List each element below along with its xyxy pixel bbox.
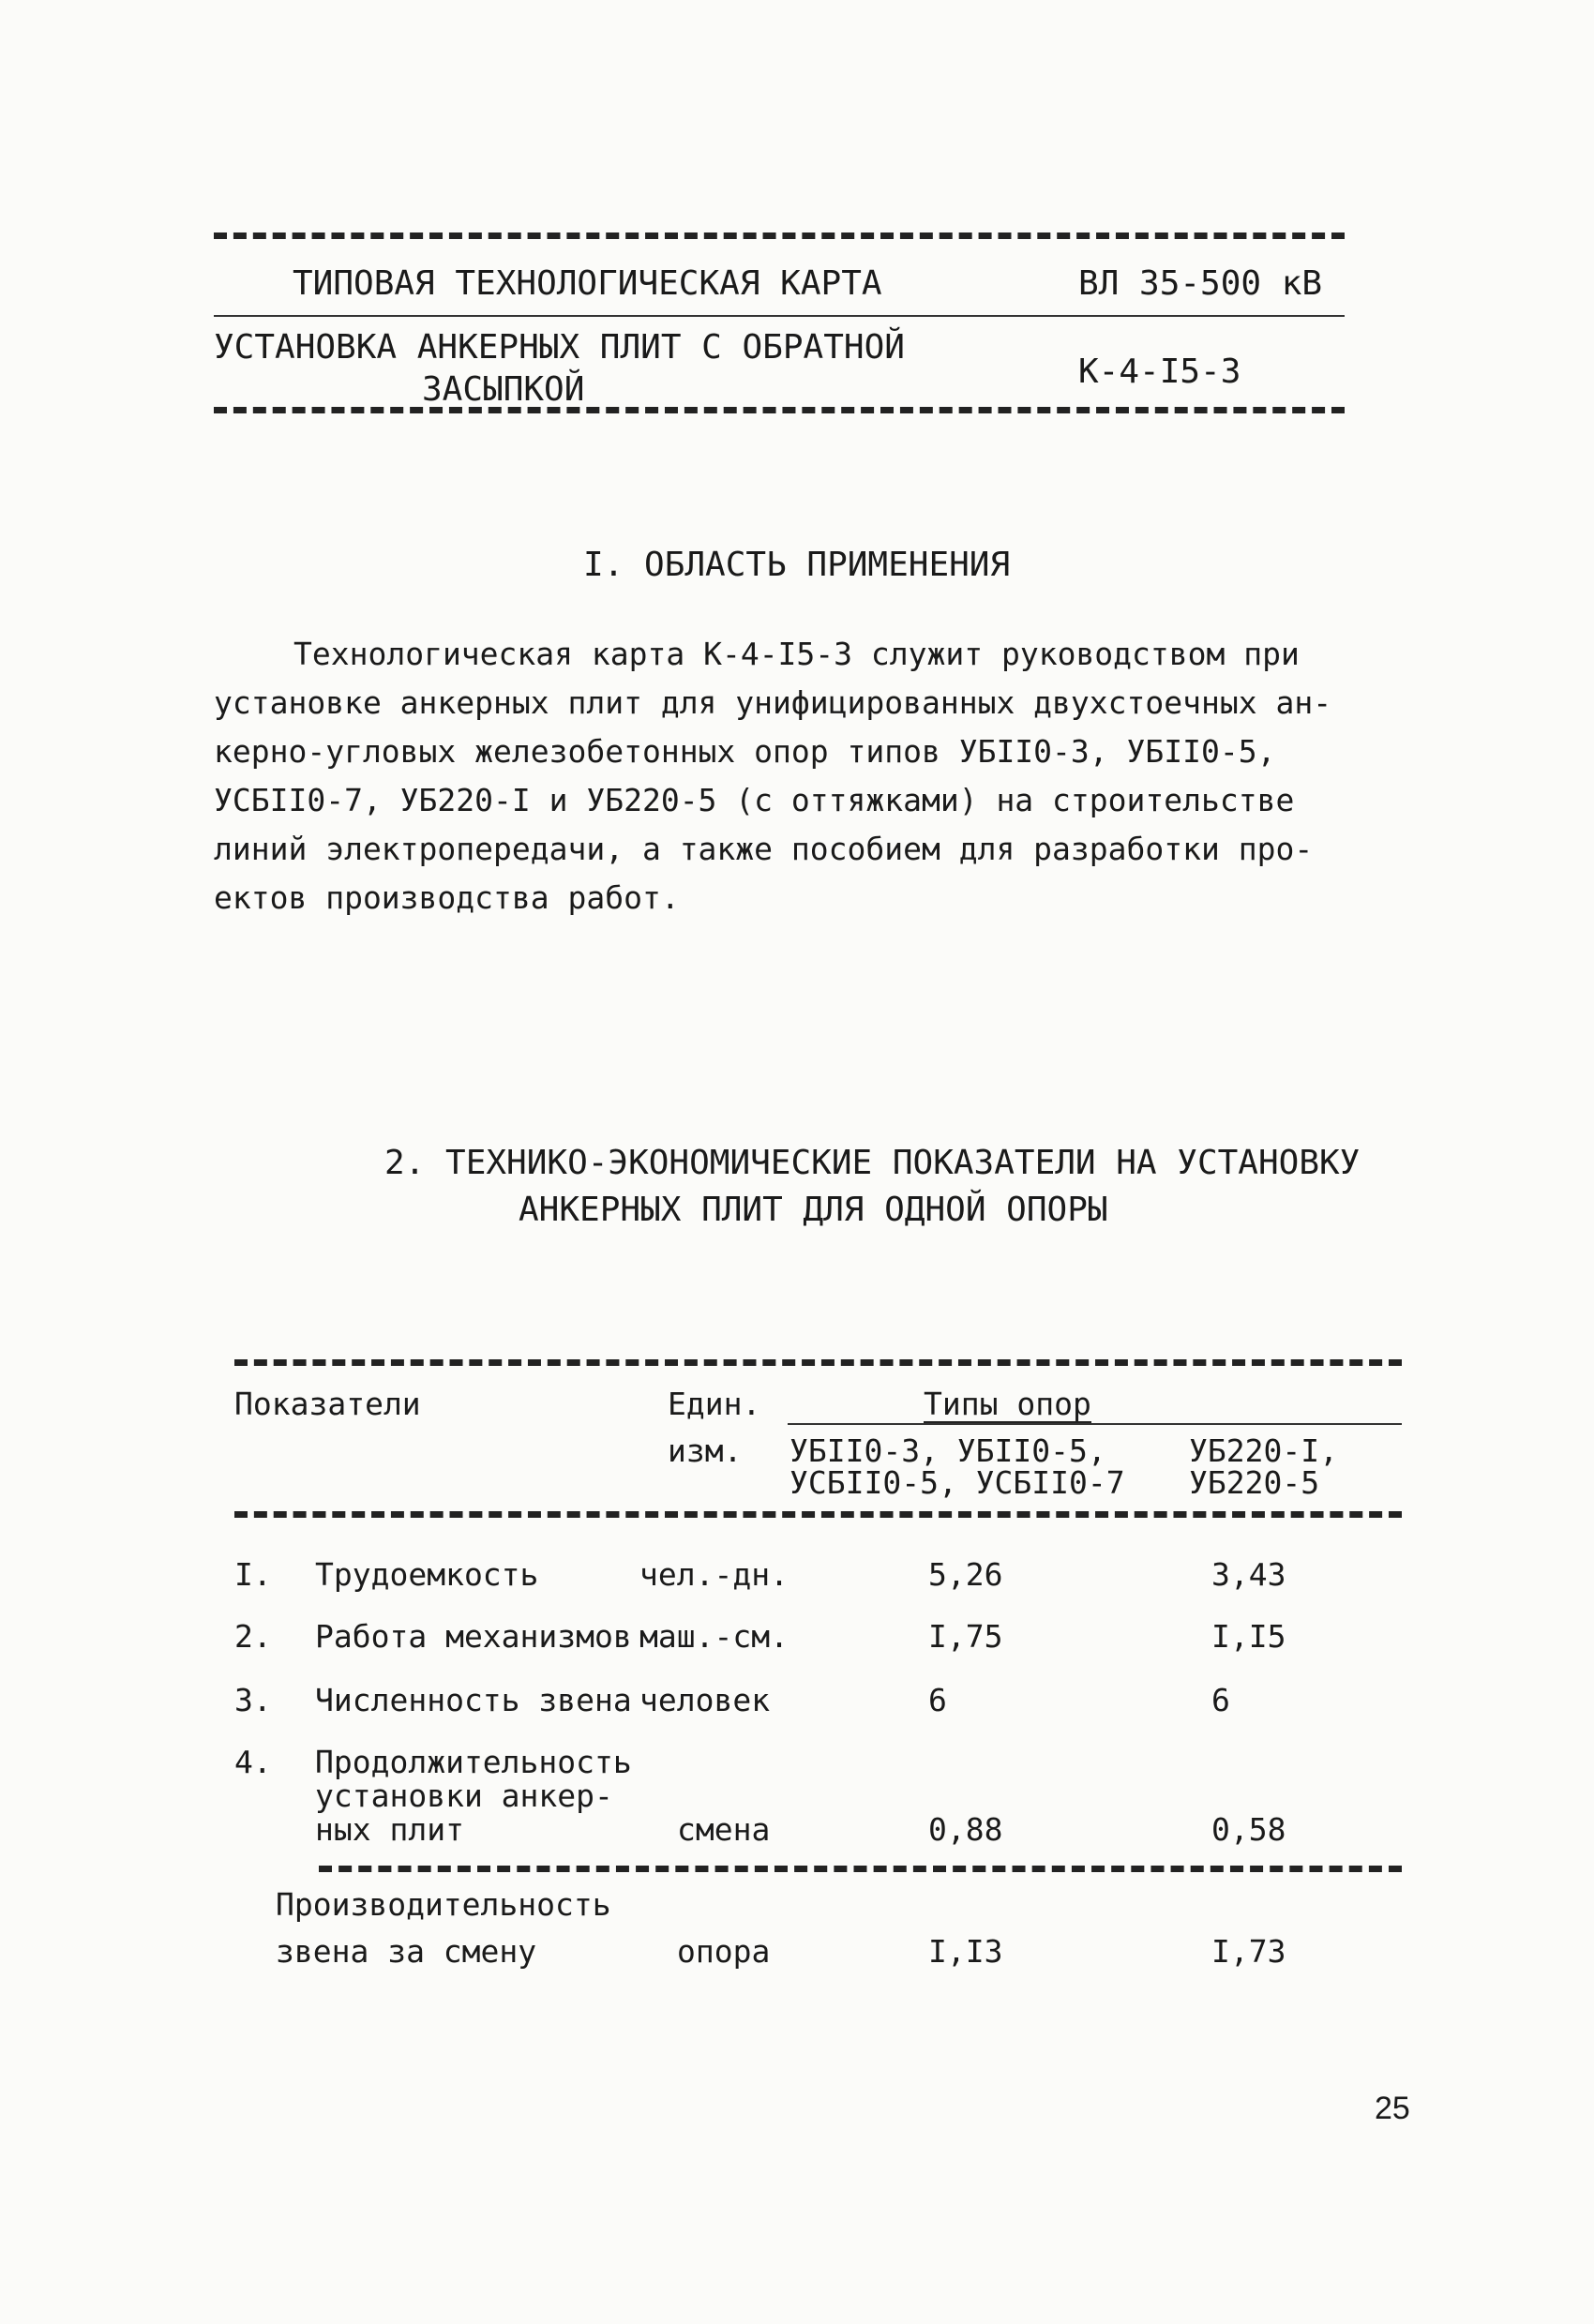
card-code: К-4-I5-3 (1078, 352, 1241, 391)
row-value-group1: 6 (928, 1682, 947, 1718)
col-header-unit-line-1: Един. (668, 1386, 761, 1422)
row-number: I. (234, 1556, 272, 1593)
footer-value-group2: I,73 (1211, 1933, 1286, 1970)
col-header-indicator: Показатели (234, 1386, 421, 1422)
paragraph-line: УСБII0-7, УБ220-I и УБ220-5 (с оттяжками) на строительстве (214, 782, 1295, 818)
col-header-group1-line-1: УБII0-3, УБII0-5, (789, 1432, 1106, 1469)
col-header-group2-line-2: УБ220-5 (1189, 1464, 1320, 1501)
page-number: 25 (1375, 2091, 1410, 2126)
section1-title: I. ОБЛАСТЬ ПРИМЕНЕНИЯ (583, 546, 1011, 584)
subject-line-1: УСТАНОВКА АНКЕРНЫХ ПЛИТ С ОБРАТНОЙ (214, 328, 905, 367)
header-bottom-rule (214, 407, 1345, 413)
row-value-group1: 0,88 (928, 1811, 1003, 1848)
paragraph-line: Технологическая карта К-4-I5-3 служит руководством при (293, 636, 1300, 672)
row-unit: смена (677, 1811, 771, 1848)
subject-line-2: ЗАСЫПКОЙ (422, 370, 585, 409)
paragraph-line: керно-угловых железобетонных опор типов УБII0-3, УБII0-5, (214, 733, 1276, 770)
paragraph-line: линий электропередачи, а также пособием для разработки про- (214, 831, 1314, 867)
section2-title-line-1: 2. ТЕХНИКО-ЭКОНОМИЧЕСКИЕ ПОКАЗАТЕЛИ НА УСТАНОВКУ (384, 1144, 1361, 1182)
row-indicator-line-2: установки анкер- (315, 1777, 613, 1814)
paragraph-line: ектов производства работ. (214, 879, 680, 916)
col-header-unit-line-2: изм. (668, 1432, 743, 1469)
footer-indicator-line-2: звена за смену (276, 1933, 537, 1970)
row-indicator: Работа механизмов (315, 1618, 632, 1655)
card-title: ТИПОВАЯ ТЕХНОЛОГИЧЕСКАЯ КАРТА (293, 264, 882, 303)
types-header-rule (788, 1423, 1402, 1425)
table-header-rule (234, 1511, 1402, 1518)
table-top-rule (234, 1359, 1402, 1366)
section2-title-line-2: АНКЕРНЫХ ПЛИТ ДЛЯ ОДНОЙ ОПОРЫ (519, 1191, 1108, 1229)
footer-value-group1: I,I3 (928, 1933, 1003, 1970)
row-value-group2: 0,58 (1211, 1811, 1286, 1848)
col-header-types: Типы опор (924, 1386, 1091, 1422)
row-value-group2: 3,43 (1211, 1556, 1286, 1593)
row-number: 2. (234, 1618, 272, 1655)
footer-indicator-line-1: Производительность (276, 1886, 611, 1923)
header-mid-rule (214, 315, 1345, 317)
col-header-group1-line-2: УСБII0-5, УСБII0-7 (789, 1464, 1125, 1501)
row-value-group2: 6 (1211, 1682, 1230, 1718)
row-unit: маш.-см. (639, 1618, 789, 1655)
row-indicator: Численность звена (315, 1682, 632, 1718)
row-value-group2: I,I5 (1211, 1618, 1286, 1655)
row-unit: человек (639, 1682, 771, 1718)
row-indicator-line-1: Продолжительность (315, 1744, 632, 1780)
table-footer-rule (319, 1866, 1402, 1872)
col-header-group2-line-1: УБ220-I, (1189, 1432, 1338, 1469)
voltage-range: ВЛ 35-500 кВ (1078, 264, 1323, 303)
row-indicator: Трудоемкость (315, 1556, 539, 1593)
row-number: 3. (234, 1682, 272, 1718)
row-number: 4. (234, 1744, 272, 1780)
row-value-group1: I,75 (928, 1618, 1003, 1655)
header-top-rule (214, 232, 1345, 239)
footer-unit: опора (677, 1933, 771, 1970)
paragraph-line: установке анкерных плит для унифицированных двухстоечных ан- (214, 684, 1332, 721)
row-value-group1: 5,26 (928, 1556, 1003, 1593)
row-unit: чел.-дн. (639, 1556, 789, 1593)
row-indicator-line-3: ных плит (315, 1811, 464, 1848)
